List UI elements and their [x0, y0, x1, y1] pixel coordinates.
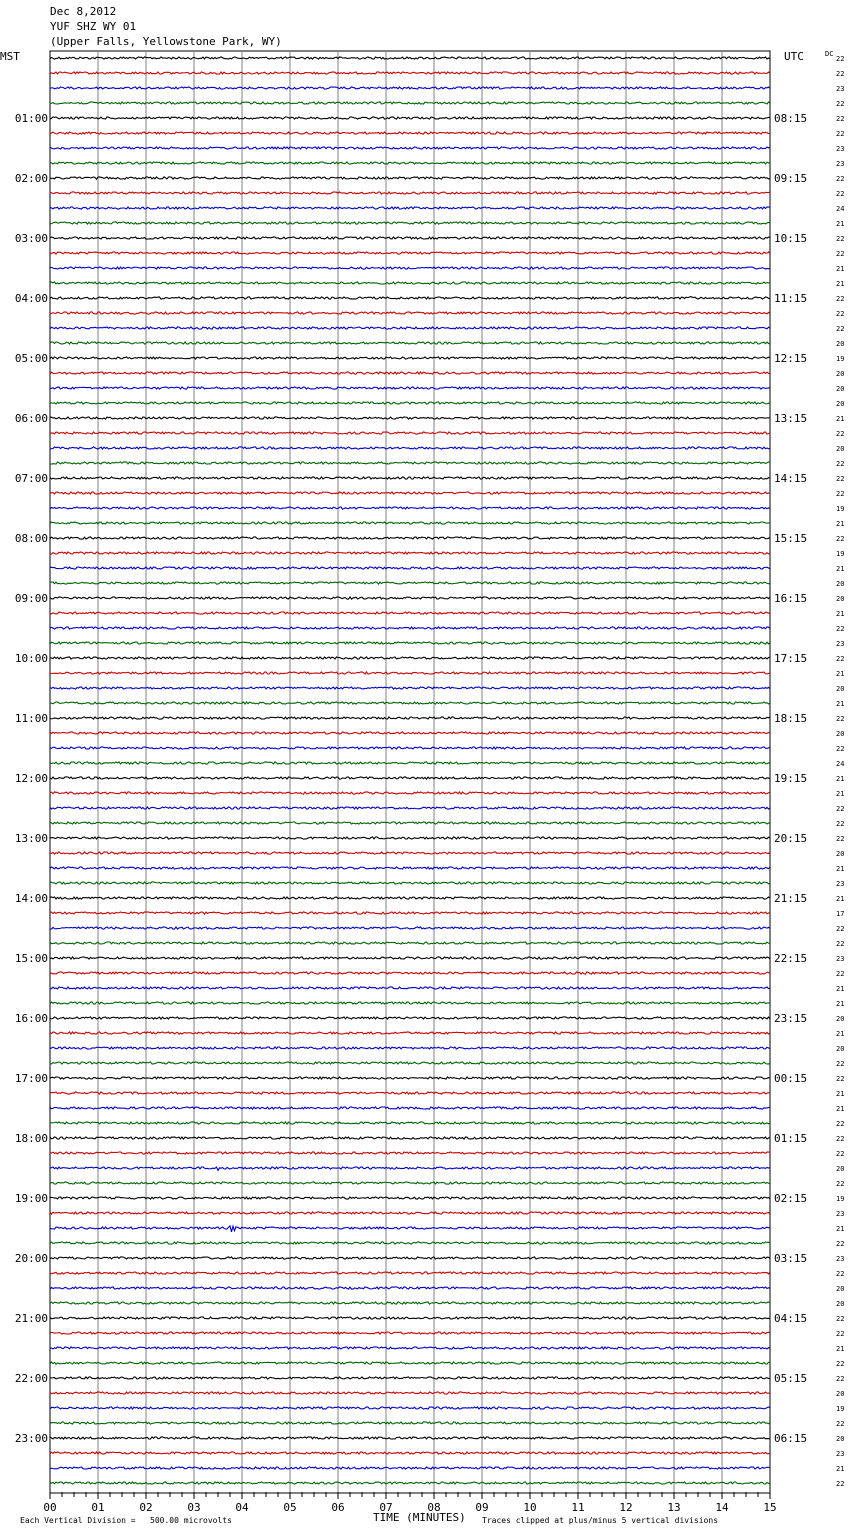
seismic-trace [50, 642, 770, 644]
right-hour-label: 04:15 [774, 1312, 808, 1325]
dc-offset-value: 22 [836, 1060, 845, 1068]
seismic-trace [50, 462, 770, 464]
dc-offset-value: 22 [836, 325, 845, 333]
dc-offset-value: 20 [836, 850, 845, 858]
seismic-trace [50, 702, 770, 704]
seismic-trace [50, 1467, 770, 1469]
dc-offset-value: 24 [836, 205, 845, 213]
seismic-trace [50, 777, 770, 779]
dc-offset-labels [825, 50, 844, 1488]
left-hour-label: 13:00 [14, 832, 48, 845]
dc-offset-value: 23 [836, 880, 845, 888]
dc-offset-value: 22 [836, 175, 845, 183]
seismic-trace [50, 1197, 770, 1199]
seismic-trace [50, 477, 770, 479]
dc-offset-value: 21 [836, 775, 845, 783]
dc-offset-value: 22 [836, 1135, 845, 1143]
x-tick-label: 04 [235, 1501, 249, 1514]
seismic-trace [50, 552, 770, 554]
seismic-trace [50, 102, 770, 104]
right-hour-label: 23:15 [774, 1012, 808, 1025]
left-hour-label: 19:00 [14, 1192, 48, 1205]
seismic-trace [50, 252, 770, 254]
dc-offset-value: 19 [836, 550, 845, 558]
seismic-trace [50, 1362, 770, 1364]
right-hour-label: 15:15 [774, 532, 808, 545]
dc-offset-value: 22 [836, 190, 845, 198]
dc-offset-value: 21 [836, 220, 845, 228]
left-hour-label: 23:00 [14, 1432, 48, 1445]
dc-offset-value: 22 [836, 925, 845, 933]
station-location: (Upper Falls, Yellowstone Park, WY) [50, 35, 282, 48]
seismic-trace [50, 942, 770, 944]
seismic-trace [50, 57, 770, 59]
seismic-trace [50, 927, 770, 929]
dc-offset-value: 22 [836, 1270, 845, 1278]
seismic-trace [50, 1182, 770, 1184]
dc-offset-value: 22 [836, 835, 845, 843]
seismic-trace [50, 357, 770, 359]
right-hour-label: 16:15 [774, 592, 808, 605]
dc-offset-value: 22 [836, 1375, 845, 1383]
seismic-trace [50, 342, 770, 344]
dc-offset-value: 22 [836, 1480, 845, 1488]
right-hour-label: 08:15 [774, 112, 808, 125]
seismic-trace [50, 1302, 770, 1304]
dc-offset-value: 21 [836, 1000, 845, 1008]
dc-offset-value: 21 [836, 1465, 845, 1473]
dc-offset-value: 23 [836, 145, 845, 153]
dc-offset-value: 22 [836, 1420, 845, 1428]
right-hour-label: 14:15 [774, 472, 808, 485]
seismic-trace [50, 1452, 770, 1454]
left-hour-label: 08:00 [14, 532, 48, 545]
x-tick-label: 14 [715, 1501, 729, 1514]
seismic-trace [50, 957, 770, 959]
seismic-trace [50, 1287, 770, 1289]
left-hour-label: 11:00 [14, 712, 48, 725]
station-code: YUF SHZ WY 01 [50, 20, 137, 33]
seismic-trace [50, 1317, 770, 1319]
seismic-trace [50, 162, 770, 164]
dc-offset-value: 22 [836, 535, 845, 543]
right-hour-label: 09:15 [774, 172, 808, 185]
seismic-trace [50, 447, 770, 449]
seismic-trace [50, 987, 770, 989]
dc-offset-value: 20 [836, 1165, 845, 1173]
dc-offset-value: 20 [836, 1435, 845, 1443]
x-tick-label: 07 [379, 1501, 393, 1514]
dc-offset-value: 22 [836, 970, 845, 978]
dc-offset-value: 19 [836, 355, 845, 363]
seismic-trace [50, 72, 770, 74]
seismic-trace [50, 882, 770, 884]
x-tick-label: 03 [187, 1501, 201, 1514]
seismic-trace [50, 372, 770, 374]
left-hour-label: 03:00 [14, 232, 48, 245]
seismic-trace [50, 657, 770, 659]
dc-offset-value: 23 [836, 955, 845, 963]
seismic-trace [50, 492, 770, 494]
dc-offset-value: 22 [836, 70, 845, 78]
dc-offset-value: 20 [836, 595, 845, 603]
dc-offset-value: 20 [836, 400, 845, 408]
dc-offset-value: 22 [836, 310, 845, 318]
scale-note: Each Vertical Division = 500.00 microvolts [20, 1516, 232, 1525]
dc-offset-value: 21 [836, 700, 845, 708]
seismic-trace [50, 1226, 770, 1232]
dc-offset-value: 21 [836, 670, 845, 678]
left-hour-label: 04:00 [14, 292, 48, 305]
dc-offset-value: 20 [836, 580, 845, 588]
dc-offset-value: 22 [836, 490, 845, 498]
left-hour-label: 02:00 [14, 172, 48, 185]
dc-offset-value: 22 [836, 130, 845, 138]
dc-offset-value: 21 [836, 1090, 845, 1098]
left-hour-label: 15:00 [14, 952, 48, 965]
dc-offset-value: 20 [836, 730, 845, 738]
seismic-trace [50, 1122, 770, 1124]
dc-offset-value: 20 [836, 385, 845, 393]
dc-offset-value: 23 [836, 160, 845, 168]
seismic-trace [50, 1422, 770, 1424]
x-tick-label: 05 [283, 1501, 297, 1514]
left-hour-label: 20:00 [14, 1252, 48, 1265]
dc-offset-value: 20 [836, 1390, 845, 1398]
x-tick-label: 11 [571, 1501, 585, 1514]
seismic-trace [50, 537, 770, 539]
seismic-trace [50, 432, 770, 434]
seismic-trace [50, 1152, 770, 1154]
dc-offset-value: 22 [836, 430, 845, 438]
dc-offset-value: 22 [836, 460, 845, 468]
dc-offset-value: 21 [836, 565, 845, 573]
dc-offset-value: 22 [836, 1150, 845, 1158]
dc-offset-value: 23 [836, 1450, 845, 1458]
dc-offset-value: 20 [836, 445, 845, 453]
dc-offset-value: 22 [836, 715, 845, 723]
dc-offset-value: 21 [836, 865, 845, 873]
dc-offset-value: 22 [836, 115, 845, 123]
left-hour-label: 06:00 [14, 412, 48, 425]
left-hour-label: 01:00 [14, 112, 48, 125]
right-hour-label: 13:15 [774, 412, 808, 425]
seismic-trace [50, 1212, 770, 1214]
right-hour-label: 19:15 [774, 772, 808, 785]
seismic-trace [50, 522, 770, 524]
dc-offset-value: 21 [836, 895, 845, 903]
right-hour-label: 20:15 [774, 832, 808, 845]
left-hour-label: 18:00 [14, 1132, 48, 1145]
left-hour-label: 21:00 [14, 1312, 48, 1325]
dc-offset-value: 20 [836, 1300, 845, 1308]
dc-offset-value: 22 [836, 475, 845, 483]
right-hour-label: 02:15 [774, 1192, 808, 1205]
seismic-trace [50, 192, 770, 194]
left-hour-label: 05:00 [14, 352, 48, 365]
right-hour-label: 01:15 [774, 1132, 808, 1145]
right-hour-label: 21:15 [774, 892, 808, 905]
dc-offset-value: 21 [836, 520, 845, 528]
seismic-trace [50, 117, 770, 119]
left-hour-label: 22:00 [14, 1372, 48, 1385]
dc-offset-value: 22 [836, 820, 845, 828]
x-tick-label: 00 [43, 1501, 57, 1514]
seismic-trace [50, 1332, 770, 1334]
dc-offset-value: 21 [836, 1030, 845, 1038]
seismic-trace [50, 1002, 770, 1004]
left-hour-label: 16:00 [14, 1012, 48, 1025]
right-hour-label: 18:15 [774, 712, 808, 725]
left-hour-label: 17:00 [14, 1072, 48, 1085]
dc-offset-value: 23 [836, 1255, 845, 1263]
seismic-trace [50, 597, 770, 599]
seismic-trace [50, 912, 770, 914]
seismic-trace [50, 177, 770, 179]
seismic-trace [50, 1377, 770, 1379]
x-tick-label: 01 [91, 1501, 105, 1514]
dc-offset-value: 21 [836, 265, 845, 273]
seismic-trace [50, 567, 770, 569]
seismic-trace [50, 267, 770, 269]
seismic-trace [50, 327, 770, 329]
seismic-trace [50, 672, 770, 674]
dc-offset-value: 19 [836, 1195, 845, 1203]
dc-offset-value: 22 [836, 655, 845, 663]
x-tick-label: 02 [139, 1501, 153, 1514]
left-hour-label: 12:00 [14, 772, 48, 785]
seismic-trace [50, 222, 770, 224]
dc-offset-value: 19 [836, 1405, 845, 1413]
dc-offset-value: 22 [836, 1330, 845, 1338]
dc-offset-value: 22 [836, 1075, 845, 1083]
dc-offset-value: 20 [836, 370, 845, 378]
seismic-trace [50, 822, 770, 824]
right-hour-label: 06:15 [774, 1432, 808, 1445]
dc-offset-value: 23 [836, 640, 845, 648]
x-tick-label: 12 [619, 1501, 633, 1514]
right-hour-label: 12:15 [774, 352, 808, 365]
seismic-trace [50, 972, 770, 974]
right-hour-label: 17:15 [774, 652, 808, 665]
dc-offset-value: 21 [836, 1225, 845, 1233]
seismic-trace [50, 1167, 770, 1171]
right-hour-label: 10:15 [774, 232, 808, 245]
seismic-trace [50, 807, 770, 809]
left-hour-label: 10:00 [14, 652, 48, 665]
dc-offset-value: 22 [836, 235, 845, 243]
clip-note: Traces clipped at plus/minus 5 vertical divisions [482, 1516, 719, 1525]
dc-offset-value: 24 [836, 760, 845, 768]
dc-offset-value: 22 [836, 1180, 845, 1188]
seismic-trace [50, 1242, 770, 1244]
seismic-trace [50, 867, 770, 869]
seismic-trace [50, 147, 770, 149]
x-tick-label: 10 [523, 1501, 537, 1514]
right-hour-label: 05:15 [774, 1372, 808, 1385]
seismic-traces [50, 57, 770, 1484]
seismic-trace [50, 312, 770, 314]
x-tick-label: 15 [763, 1501, 777, 1514]
seismic-trace [50, 387, 770, 389]
x-tick-label: 06 [331, 1501, 345, 1514]
dc-offset-value: 22 [836, 55, 845, 63]
dc-offset-value: 22 [836, 250, 845, 258]
right-hour-label: 22:15 [774, 952, 808, 965]
seismic-trace [50, 1137, 770, 1139]
seismic-trace [50, 1032, 770, 1034]
seismic-trace [50, 1092, 770, 1094]
seismic-trace [50, 237, 770, 239]
seismic-trace [50, 897, 770, 899]
seismic-trace [50, 1017, 770, 1019]
seismic-trace [50, 717, 770, 719]
seismic-trace [50, 1347, 770, 1349]
dc-offset-value: 23 [836, 85, 845, 93]
dc-offset-value: 20 [836, 1015, 845, 1023]
dc-offset-value: 21 [836, 985, 845, 993]
seismic-trace [50, 132, 770, 134]
seismic-trace [50, 1062, 770, 1064]
x-tick-label: 13 [667, 1501, 681, 1514]
dc-offset-value: 23 [836, 1210, 845, 1218]
dc-offset-value: 21 [836, 790, 845, 798]
seismic-trace [50, 507, 770, 509]
seismic-trace [50, 282, 770, 284]
seismic-trace [50, 582, 770, 584]
x-axis-label: TIME (MINUTES) [373, 1511, 466, 1524]
plot-date: Dec 8,2012 [50, 5, 117, 18]
seismic-trace [50, 1437, 770, 1439]
dc-header-label: DC [825, 50, 834, 58]
left-hour-label: 09:00 [14, 592, 48, 605]
dc-offset-value: 21 [836, 1345, 845, 1353]
dc-offset-value: 19 [836, 505, 845, 513]
right-hour-label: 03:15 [774, 1252, 808, 1265]
right-hour-label: 11:15 [774, 292, 808, 305]
dc-offset-value: 21 [836, 280, 845, 288]
dc-offset-value: 20 [836, 1285, 845, 1293]
dc-offset-value: 22 [836, 805, 845, 813]
dc-offset-value: 22 [836, 1360, 845, 1368]
seismic-trace [50, 87, 770, 89]
seismic-trace [50, 1257, 770, 1259]
seismic-trace [50, 1482, 770, 1484]
seismic-trace [50, 852, 770, 854]
seismic-trace [50, 687, 770, 689]
seismic-trace [50, 612, 770, 614]
left-hour-label: 07:00 [14, 472, 48, 485]
dc-offset-value: 22 [836, 1240, 845, 1248]
dc-offset-value: 22 [836, 100, 845, 108]
dc-offset-value: 20 [836, 1045, 845, 1053]
dc-offset-value: 21 [836, 415, 845, 423]
seismic-trace [50, 1392, 770, 1394]
dc-offset-value: 20 [836, 685, 845, 693]
x-tick-label: 09 [475, 1501, 489, 1514]
seismic-trace [50, 1077, 770, 1079]
dc-offset-value: 20 [836, 340, 845, 348]
seismic-trace [50, 297, 770, 300]
dc-offset-value: 21 [836, 610, 845, 618]
seismic-trace [50, 1272, 770, 1274]
dc-offset-value: 22 [836, 940, 845, 948]
seismic-trace [50, 792, 770, 794]
dc-offset-value: 22 [836, 1315, 845, 1323]
left-hour-label: 14:00 [14, 892, 48, 905]
seismic-trace [50, 762, 770, 764]
dc-offset-value: 17 [836, 910, 845, 918]
left-timezone-label: MST [0, 50, 20, 63]
seismic-trace [50, 402, 770, 404]
seismic-trace [50, 1407, 770, 1409]
x-tick-label: 08 [427, 1501, 441, 1514]
dc-offset-value: 21 [836, 1105, 845, 1113]
right-hour-label: 00:15 [774, 1072, 808, 1085]
seismic-trace [50, 207, 770, 209]
seismic-trace [50, 1047, 770, 1049]
dc-offset-value: 22 [836, 1120, 845, 1128]
seismic-trace [50, 627, 770, 629]
seismic-trace [50, 747, 770, 749]
right-timezone-label: UTC [784, 50, 804, 63]
seismic-trace [50, 732, 770, 734]
seismic-trace [50, 1107, 770, 1109]
dc-offset-value: 22 [836, 745, 845, 753]
dc-offset-value: 22 [836, 625, 845, 633]
seismic-trace [50, 837, 770, 839]
seismic-trace [50, 417, 770, 419]
dc-offset-value: 22 [836, 295, 845, 303]
